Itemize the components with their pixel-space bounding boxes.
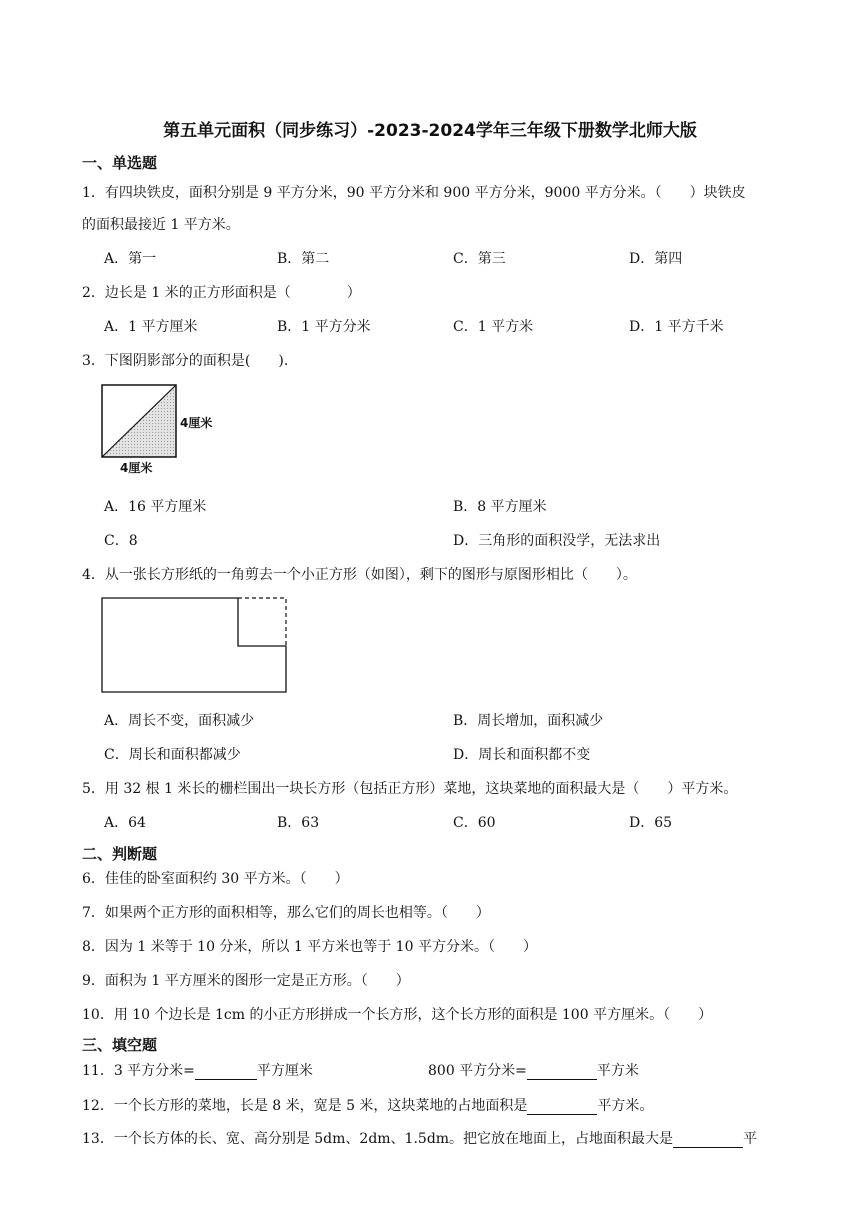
question-11-part-1-prefix: 11．3 平方分米= [82,1063,195,1079]
question-12-blank[interactable] [527,1098,597,1115]
question-3-option-b[interactable]: B．8 平方厘米 [453,499,547,515]
question-4-figure [100,596,290,696]
section-heading-fill-blank: 三、填空题 [82,1036,158,1054]
bottom-length-label: 4厘米 [120,461,153,475]
question-4-option-c[interactable]: C．周长和面积都减少 [104,747,241,763]
question-1-text-cont: 的面积最接近 1 平方米。 [82,217,240,233]
question-9-text: 9．面积为 1 平方厘米的图形一定是正方形。（ ） [82,973,410,989]
question-3-text: 3．下图阴影部分的面积是( ). [82,353,289,369]
question-6-text: 6．佳佳的卧室面积约 30 平方米。（ ） [82,871,349,887]
question-12-prefix: 12．一个长方形的菜地，长是 8 米，宽是 5 米，这块菜地的占地面积是 [82,1098,528,1114]
section-heading-single-choice: 一、单选题 [82,154,158,172]
question-5-text: 5．用 32 根 1 米长的栅栏围出一块长方形（包括正方形）菜地，这块菜地的面积最大是（ ）平方米。 [82,781,738,797]
question-11-part-2-suffix: 平方米 [596,1063,639,1079]
question-4-option-d[interactable]: D．周长和面积都不变 [453,747,591,763]
question-13-prefix: 13．一个长方体的长、宽、高分别是 5dm、2dm、1.5dm。把它放在地面上，占地面积最大是 [82,1131,674,1147]
question-10-text: 10．用 10 个边长是 1cm 的小正方形拼成一个长方形，这个长方形的面积是 100 平方厘米。（ ） [82,1007,713,1023]
question-3-option-a[interactable]: A．16 平方厘米 [104,499,207,515]
question-1-option-a[interactable]: A．第一 [104,251,157,267]
question-8-text: 8．因为 1 米等于 10 分米，所以 1 平方米也等于 10 平方分米。（ ） [82,939,537,955]
remaining-shape-outline [102,598,286,692]
question-2-option-b[interactable]: B．1 平方分米 [277,319,371,335]
question-2-text: 2．边长是 1 米的正方形面积是（ ） [82,285,361,301]
question-3-figure [100,383,230,478]
question-13-text [82,1128,757,1148]
page-title: 第五单元面积（同步练习）-2023-2024学年三年级下册数学北师大版 [163,121,697,141]
question-11-blank-2[interactable] [527,1063,597,1080]
question-5-option-b[interactable]: B．63 [277,815,320,831]
question-1-text: 1．有四块铁皮，面积分别是 9 平方分米，90 平方分米和 900 平方分米，9000 平方分米。（ ）块铁皮 [82,185,746,201]
question-11-part-1-suffix: 平方厘米 [256,1063,313,1079]
side-length-label: 4厘米 [180,416,213,430]
question-11-blank-1[interactable] [195,1063,257,1080]
question-1-option-d[interactable]: D．第四 [629,251,683,267]
question-5-option-c[interactable]: C．60 [453,815,496,831]
question-2-option-d[interactable]: D．1 平方千米 [629,319,724,335]
section-heading-true-false: 二、判断题 [82,845,158,863]
question-11-part-1 [82,1060,313,1080]
question-12-suffix: 平方米。 [597,1098,654,1114]
question-13-blank[interactable] [673,1131,743,1148]
question-11-part-2-prefix: 800 平方分米= [428,1063,527,1079]
question-13-suffix: 平 [743,1131,758,1147]
question-4-option-a[interactable]: A．周长不变，面积减少 [104,713,255,729]
cut-square-dashed [238,598,286,646]
question-2-option-c[interactable]: C．1 平方米 [453,319,534,335]
question-7-text: 7．如果两个正方形的面积相等，那么它们的周长也相等。（ ） [82,905,490,921]
question-2-option-a[interactable]: A．1 平方厘米 [104,319,198,335]
question-5-option-d[interactable]: D．65 [629,815,673,831]
question-4-option-b[interactable]: B．周长增加，面积减少 [453,713,604,729]
question-11-part-2 [428,1060,639,1080]
question-4-text: 4．从一张长方形纸的一角剪去一个小正方形（如图），剩下的图形与原图形相比（ ）。 [82,567,637,583]
question-12-text [82,1095,653,1115]
question-3-option-c[interactable]: C．8 [104,533,138,549]
question-1-option-b[interactable]: B．第二 [277,251,330,267]
question-1-option-c[interactable]: C．第三 [453,251,506,267]
question-5-option-a[interactable]: A．64 [104,815,146,831]
question-3-option-d[interactable]: D．三角形的面积没学，无法求出 [453,533,661,549]
